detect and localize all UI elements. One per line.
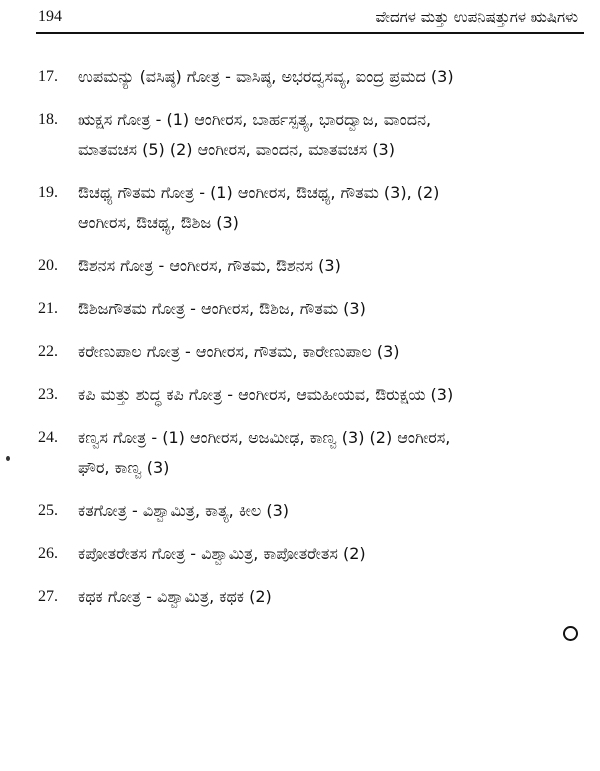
entry-text	[78, 62, 574, 92]
header-rule	[36, 32, 584, 34]
entry-line: ಕರೇಣುಪಾಲ ಗೋತ್ರ - ಆಂಗೀರಸ, ಗೌತಮ, ಕಾರೇಣುಪಾಲ (3)	[78, 342, 400, 361]
entry-text	[78, 251, 574, 281]
list-item	[0, 337, 600, 367]
entry-number: 25.	[38, 502, 58, 519]
entry-line: ಆಂಗೀರಸ, ಔಚಥ್ಯ, ಔಶಿಜ (3)	[78, 213, 239, 232]
entry-text	[78, 105, 574, 165]
entry-line: ಕಣ್ವಸ ಗೋತ್ರ - (1) ಆಂಗೀರಸ, ಅಜಮೀಢ, ಕಾಣ್ವ (3) (2) ಆಂಗೀರಸ,	[78, 428, 451, 447]
entry-line: ಔಶನಸ ಗೋತ್ರ - ಆಂಗೀರಸ, ಗೌತಮ, ಔಶನಸ (3)	[78, 256, 341, 275]
entry-text	[78, 539, 574, 569]
list-item	[0, 62, 600, 92]
entry-number: 24.	[38, 429, 58, 446]
list-item	[0, 251, 600, 281]
entry-number: 21.	[38, 300, 58, 317]
list-item	[0, 423, 600, 483]
list-item	[0, 582, 600, 612]
entry-line: ಕಪಿ ಮತ್ತು ಶುದ್ಧ ಕಪಿ ಗೋತ್ರ - ಆಂಗೀರಸ, ಆಮಹೀಯವ, ಔರುಕ್ಷಯ (3)	[78, 385, 454, 404]
page-header	[0, 6, 600, 30]
page-number: 194	[38, 8, 62, 25]
entry-line: ಋಕ್ಷಸ ಗೋತ್ರ - (1) ಆಂಗೀರಸ, ಬಾರ್ಹಸ್ಪತ್ಯ, ಭಾರದ್ವಾಜ, ವಾಂದನ,	[78, 110, 432, 129]
entry-text	[78, 423, 574, 483]
entry-line: ಔಚಥ್ಯ ಗೌತಮ ಗೋತ್ರ - (1) ಆಂಗೀರಸ, ಔಚಥ್ಯ, ಗೌತಮ (3), (2)	[78, 183, 440, 202]
entry-number: 22.	[38, 343, 58, 360]
entry-line: ಕಥಕ ಗೋತ್ರ - ವಿಶ್ವಾಮಿತ್ರ, ಕಥಕ (2)	[78, 587, 272, 606]
list-item	[0, 380, 600, 410]
entry-text	[78, 178, 574, 238]
entry-number: 27.	[38, 588, 58, 605]
entry-line: ಉಪಮನ್ಯು (ವಸಿಷ್ಠ) ಗೋತ್ರ - ವಾಸಿಷ್ಠ, ಅಭರದ್ವಸವ್ಯ, ಐಂದ್ರ ಪ್ರಮದ (3)	[78, 67, 454, 86]
entry-text	[78, 294, 574, 324]
circle-mark	[563, 626, 578, 641]
list-item	[0, 294, 600, 324]
running-title: ವೇದಗಳ ಮತ್ತು ಉಪನಿಷತ್ತುಗಳ ಋಷಿಗಳು	[375, 8, 578, 26]
entry-line: ಮಾತವಚಸ (5) (2) ಆಂಗೀರಸ, ವಾಂದನ, ಮಾತವಚಸ (3)	[78, 140, 395, 159]
list-item	[0, 105, 600, 165]
ink-speck	[6, 456, 10, 461]
entry-number: 18.	[38, 111, 58, 128]
entry-line: ಘೌರ, ಕಾಣ್ವ (3)	[78, 458, 170, 477]
entry-number: 26.	[38, 545, 58, 562]
entry-number: 20.	[38, 257, 58, 274]
entry-line: ಕತಗೋತ್ರ - ವಿಶ್ವಾಮಿತ್ರ, ಕಾತ್ಯ, ಕೀಲ (3)	[78, 501, 290, 520]
list-item	[0, 539, 600, 569]
entry-text	[78, 380, 574, 410]
entry-number: 19.	[38, 184, 58, 201]
entry-number: 17.	[38, 68, 58, 85]
gotra-list	[0, 62, 600, 625]
list-item	[0, 178, 600, 238]
entry-text	[78, 337, 574, 367]
entry-text	[78, 582, 574, 612]
entry-line: ಔಶಿಜಗೌತಮ ಗೋತ್ರ - ಆಂಗೀರಸ, ಔಶಿಜ, ಗೌತಮ (3)	[78, 299, 366, 318]
list-item	[0, 496, 600, 526]
entry-line: ಕಪೋತರೇತಸ ಗೋತ್ರ - ವಿಶ್ವಾಮಿತ್ರ, ಕಾಪೋತರೇತಸ (2)	[78, 544, 366, 563]
entry-number: 23.	[38, 386, 58, 403]
entry-text	[78, 496, 574, 526]
